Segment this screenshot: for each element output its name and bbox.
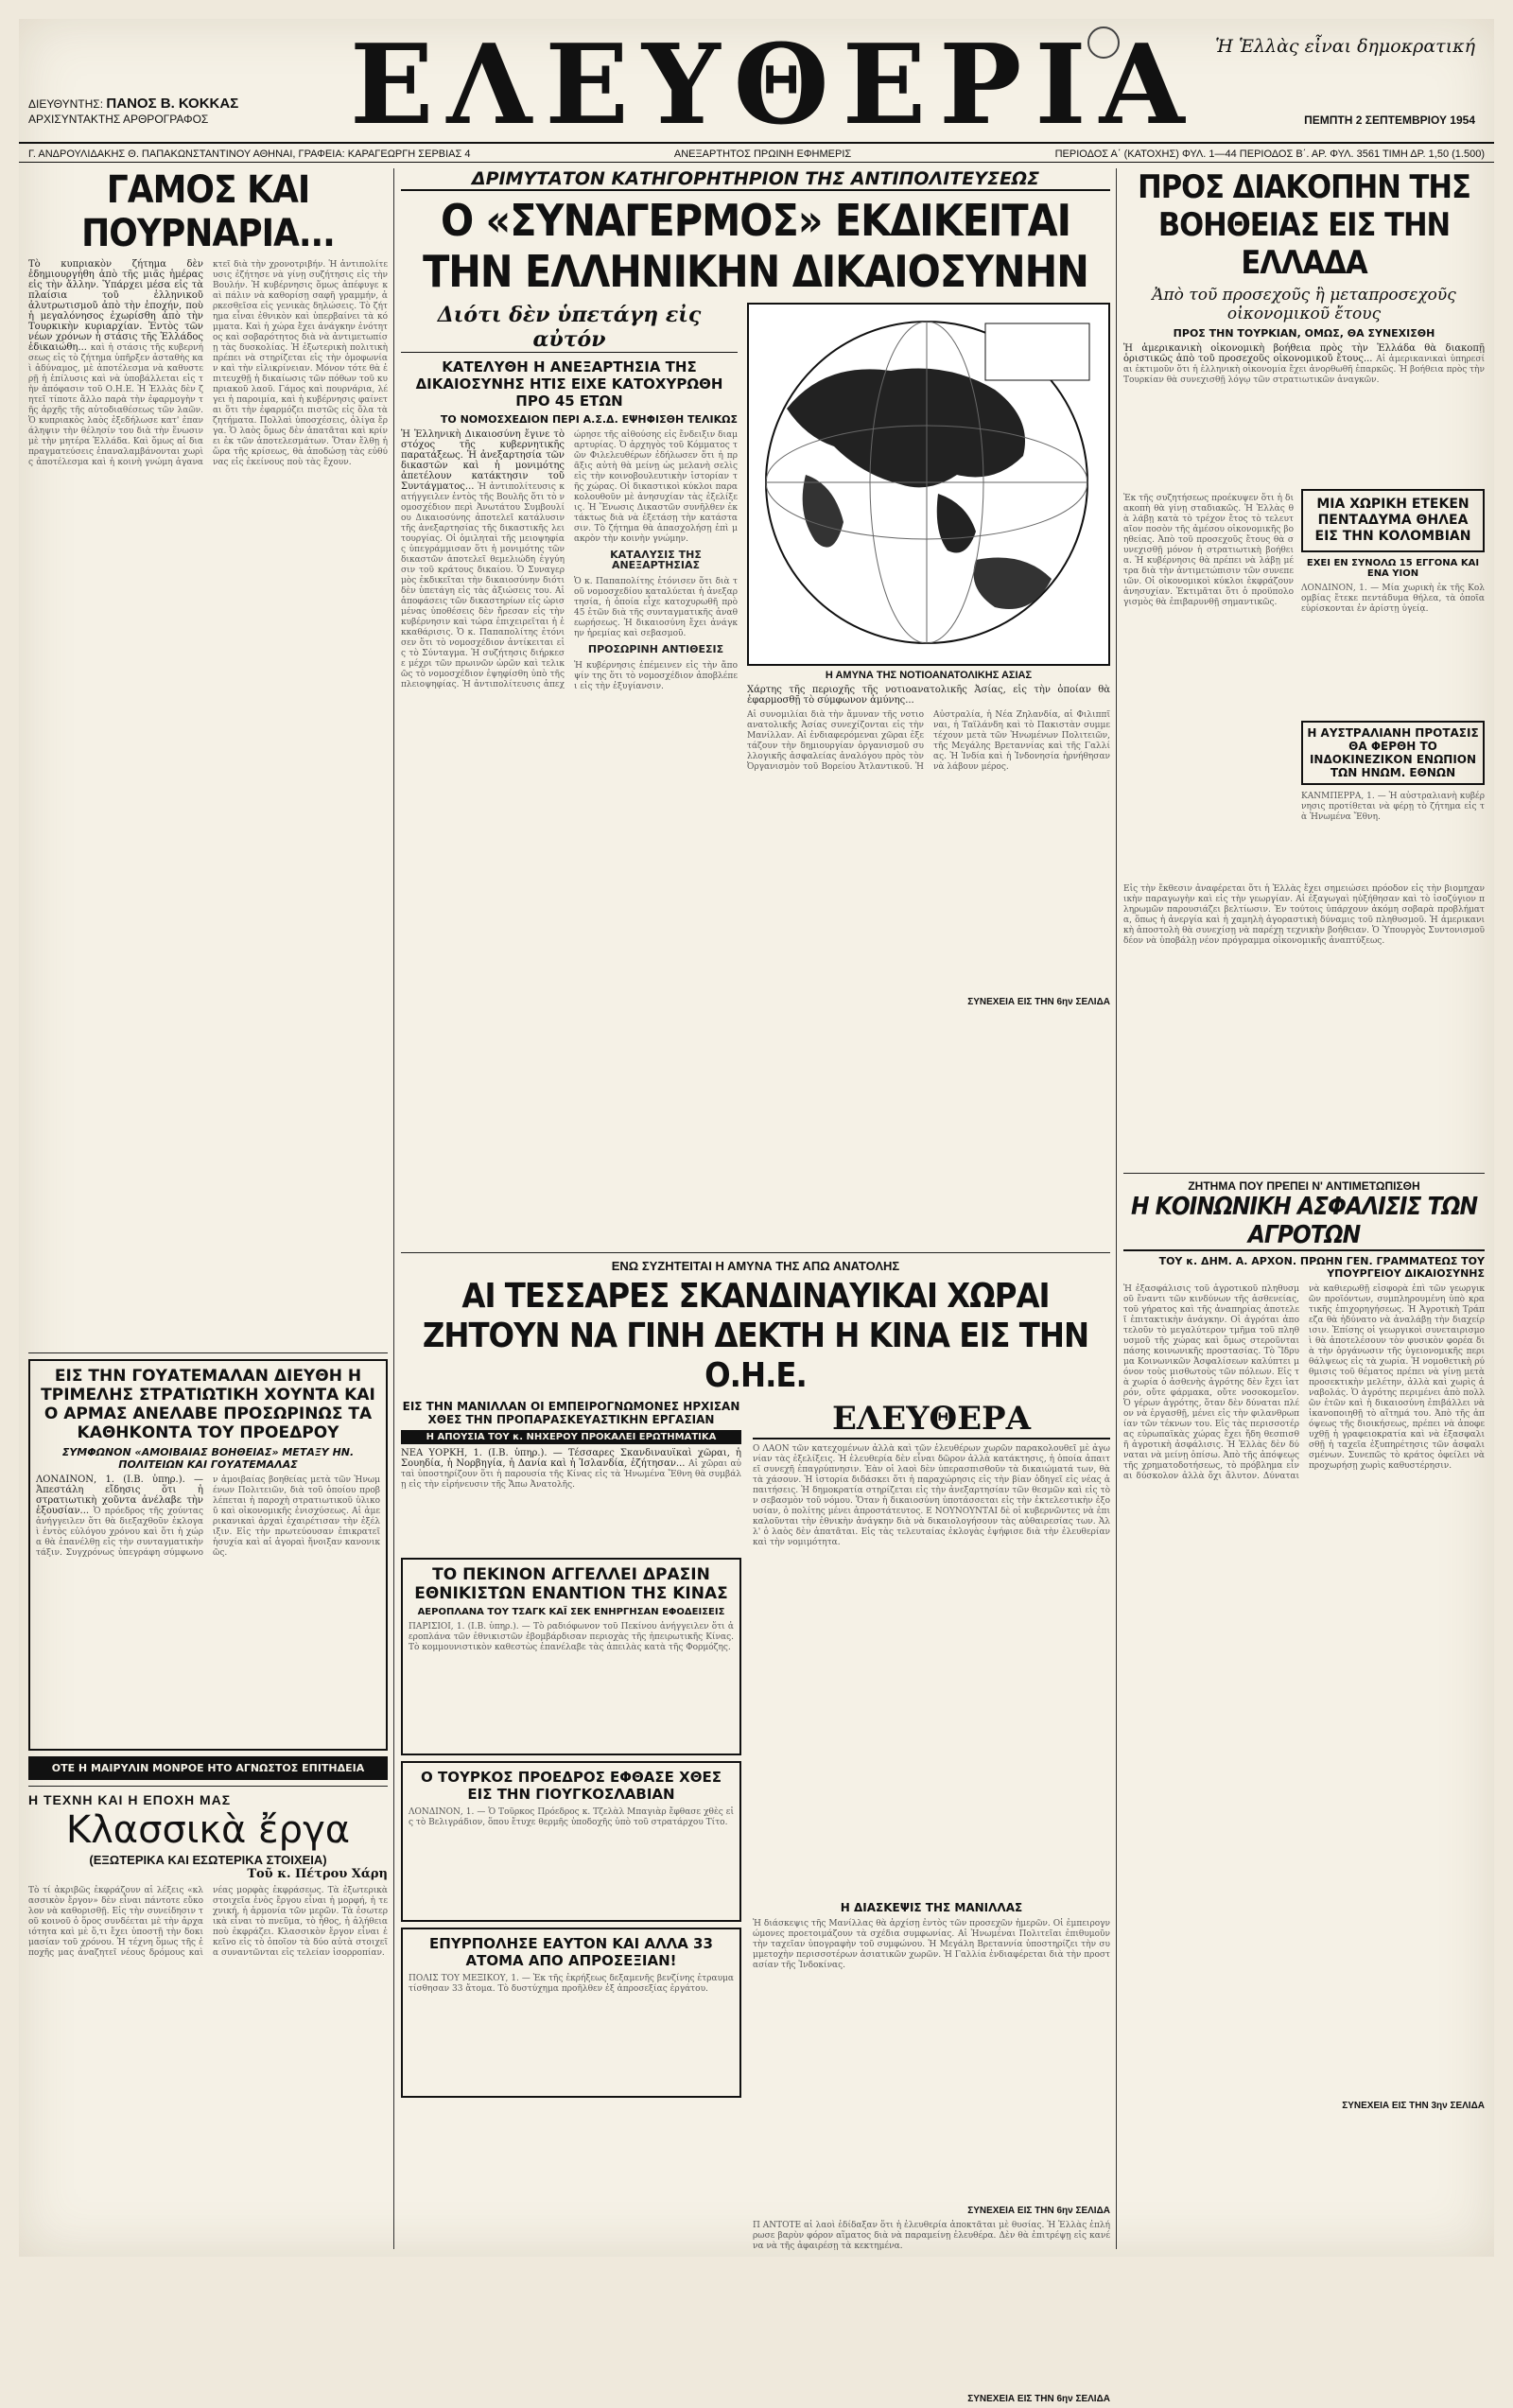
peking-sub: ΑΕΡΟΠΛΑΝΑ ΤΟΥ ΤΣΑΓΚ ΚΑΪ ΣΕΚ ΕΝΗΡΓΗΣΑΝ ΕΦΟΔΕΙΣΕΙΣ [417, 1607, 725, 1617]
director-label: ΔΙΕΥΘΥΝΤΗΣ: [28, 97, 104, 111]
aid-body-3: Εἰς τὴν ἔκθεσιν ἀναφέρεται ὅτι ἡ Ἑλλὰς ἔχει σημειώσει πρόοδον εἰς τὴν βιομηχανικὴν παραγωγὴν καὶ εἰς τὴν γεωργίαν. Αἱ ἐξαγωγαὶ ηὐξήθησαν καὶ τὸ ἰσοζύγιον πληρωμῶν παρουσιάζει βελτίωσιν. Ἐν τούτοις ὑπάρχουν ἀκόμη σοβαρὰ προβλήματα, ὅπως ἡ ἀνεργία καὶ ἡ χαμηλὴ ἀγοραστικὴ δύναμις τοῦ πληθυσμοῦ. Ἡ ἀμερικανικὴ ἀποστολὴ θὰ συνεχίσῃ νὰ παρέχῃ τεχνικὴν βοήθειαν. Ὁ Ὑπουργὸς Συντονισμοῦ δέον νὰ ὑποβάλῃ νέον πρόγραμμα οἰκονομικῆς ἀναπτύξεως. [1123, 884, 1485, 946]
staff-line: ΑΡΧΙΣΥΝΤΑΚΤΗΣ ΑΡΘΡΟΓΡΑΦΟΣ [28, 113, 209, 126]
map-text: Χάρτης τῆς περιοχῆς τῆς νοτιοανατολικῆς Ἀσίας, εἰς τὴν ὁποίαν θὰ ἐφαρμοσθῇ τὸ σύμφωνον ἀμύνης... [747, 685, 1110, 706]
turkish-headline: Ο ΤΟΥΡΚΟΣ ΠΡΟΕΔΡΟΣ ΕΦΘΑΣΕ ΧΘΕΣ ΕΙΣ ΤΗΝ ΓΙΟΥΓΚΟΣΛΑΒΙΑΝ [421, 1769, 722, 1803]
australia-headline: Η ΑΥΣΤΡΑΛΙΑΝΗ ΠΡΟΤΑΣΙΣ ΘΑ ΦΕΡΘΗ ΤΟ ΙΝΔΟΚΙΝΕΖΙΚΟΝ ΕΝΩΠΙΟΝ ΤΩΝ ΗΝΩΜ. ΕΘΝΩΝ [1307, 726, 1479, 779]
tagline: ΑΝΕΞΑΡΤΗΤΟΣ ΠΡΩΙΝΗ ΕΦΗΜΕΡΙΣ [673, 148, 852, 160]
village-headline: ΜΙΑ ΧΩΡΙΚΗ ΕΤΕΚΕΝ ΠΕΝΤΑΔΥΜΑ ΘΗΛΕΑ ΕΙΣ ΤΗΝ ΚΟΛΟΜΒΙΑΝ [1314, 497, 1471, 544]
director-name: ΠΑΝΟΣ Β. ΚΟΚΚΑΣ [106, 96, 239, 112]
director-block [28, 96, 238, 127]
map-article-body: Αἱ συνομιλίαι διὰ τὴν ἄμυναν τῆς νοτιοανατολικῆς Ἀσίας συνεχίζονται εἰς τὴν Μανίλλαν. Αἱ ἐνδιαφερόμεναι χῶραι ἐξετάζουν τὴν δημιουργίαν ὀργανισμοῦ συλλογικῆς ἀσφαλείας ἀναλόγου πρὸς τὸν Ὀργανισμὸν τοῦ Βορείου Ἀτλαντικοῦ. Ἡ Αὐστραλία, ἡ Νέα Ζηλανδία, αἱ Φιλιππῖναι, ἡ Ταϊλάνδη καὶ τὸ Πακιστὰν συμμετέχουν μετὰ τῶν Ἡνωμένων Πολιτειῶν, τῆς Μεγάλης Βρεταννίας καὶ τῆς Γαλλίας. Ἡ Ἰνδία καὶ ἡ Ἰνδονησία ἠρνήθησαν νὰ λάβουν μέρος. [747, 710, 1110, 772]
village-sub: ΕΧΕΙ ΕΝ ΣΥΝΟΛΩ 15 ΕΓΓΟΝΑ ΚΑΙ ΕΝΑ ΥΙΟΝ [1306, 558, 1480, 579]
dateline: ΠΕΜΠΤΗ 2 ΣΕΠΤΕΜΒΡΙΟΥ 1954 [1304, 113, 1475, 127]
pournaria-headline: ΓΑΜΟΣ ΚΑΙ ΠΟΥΡΝΑΡΙΑ... [81, 168, 335, 255]
monroe-box [28, 1756, 388, 1780]
aid-text: Ἡ ἀμερικανικὴ οἰκονομικὴ βοήθεια πρὸς τὴν Ἑλλάδα θὰ διακοπῇ ὁριστικῶς ἀπὸ τοῦ προσεχοῦς οἰκονομικοῦ ἔτους... [1123, 343, 1485, 364]
insurance-sub: ΤΟΥ κ. ΔΗΜ. Α. ΑΡΧΟΝ. ΠΡΩΗΝ ΓΕΝ. ΓΡΑΜΜΑΤΕΩΣ ΤΟΥ ΥΠΟΥΡΓΕΙΟΥ ΔΙΚΑΙΟΣΥΝΗΣ [1158, 1255, 1485, 1280]
main-deck: Διότι δὲν ὑπετάγη εἰς αὐτόν [401, 303, 738, 353]
guatemala-sub: ΣΥΜΦΩΝΟΝ «ΑΜΟΙΒΑΙΑΣ ΒΟΗΘΕΙΑΣ» ΜΕΤΑΞΥ ΗΝ. ΠΟΛΙΤΕΙΩΝ ΚΑΙ ΓΟΥΑΤΕΜΑΛΑΣ [61, 1446, 355, 1471]
pournaria-intro: Τὸ κυπριακὸν ζήτημα δὲν ἐδημιουργήθη ἀπὸ τῆς μιᾶς ἡμέρας εἰς τὴν ἄλλην. Ὑπάρχει μέσα εἰς τὰ πλαίσια τοῦ ἑλληνικοῦ ἀλυτρωτισμοῦ ἀπὸ τὴν ἐποχήν, ποὺ ἡ μεγαλόνησος ἐχωρίσθη ἀπὸ τὴν Τουρκικὴν κυριαρχίαν. Ἐντὸς τῶν νέων χρόνων ἡ στάσις τῆς Ἑλλάδος ἐδικαιώθη... [28, 259, 203, 353]
turkish-body: ΛΟΝΔΙΝΟΝ, 1. — Ὁ Τοῦρκος Πρόεδρος κ. Τζελὰλ Μπαγιὰρ ἔφθασε χθὲς εἰς τὸ Βελιγράδιον, ὅπου ἔτυχε θερμῆς ὑποδοχῆς ὑπὸ τοῦ στρατάρχου Τίτο. [409, 1807, 734, 1827]
map-continues: ΣΥΝΕΧΕΙΑ ΕΙΣ ΤΗΝ 6ην ΣΕΛΙΔΑ [967, 997, 1110, 1007]
eleuthera-column-title: ΕΛΕΥΘΕΡΑ [753, 1400, 1110, 1440]
main-sub2: ΤΟ ΝΟΜΟΣΧΕΔΙΟΝ ΠΕΡΙ Α.Σ.Δ. ΕΨΗΦΙΣΘΗ ΤΕΛΙΚΩΣ [440, 413, 738, 426]
archive-stamp [1087, 26, 1120, 59]
australia-box [1301, 721, 1485, 785]
issue-info: ΠΕΡΙΟΔΟΣ Α΄ (ΚΑΤΟΧΗΣ) ΦΥΛ. 1—44 ΠΕΡΙΟΔΟΣ Β΄. ΑΡ. ΦΥΛ. 3561 ΤΙΜΗ ΔΡ. 1,50 (1.500) [1054, 148, 1485, 160]
address: Γ. ΑΝΔΡΟΥΛΙΔΑΚΗΣ Θ. ΠΑΠΑΚΩΝΣΤΑΝΤΙΝΟΥ ΑΘΗΝΑΙ, ΓΡΑΦΕΙΑ: ΚΑΡΑΓΕΩΡΓΗ ΣΕΡΒΙΑΣ 4 [28, 148, 471, 160]
pournaria-body: Τὸ κυπριακὸν ζήτημα δὲν ἐδημιουργήθη ἀπὸ τῆς μιᾶς ἡμέρας εἰς τὴν ἄλλην. Ὑπάρχει μέσα εἰς τὰ πλαίσια τοῦ ἑλληνικοῦ ἀλυτρωτισμοῦ ἀπὸ τὴν ἐποχήν, ποὺ ἡ μεγαλόνησος ἐχωρίσθη ἀπὸ τὴν Τουρκικὴν κυριαρχίαν. Ἐντὸς τῶν νέων χρόνων ἡ στάσις τῆς Ἑλλάδος ἐδικαιώθη... καὶ ἡ στάσις τῆς κυβερνήσεως εἰς τὸ ζήτημα ὑπῆρξεν ἀσταθὴς καὶ ἀδύναμος, μὲ ἀποτέλεσμα νὰ καθυστερῇ ἡ ἐπίλυσις καὶ νὰ ὑποβάλλεται εἰς τὴν ἀπόφασιν τοῦ Ο.Η.Ε. Ἡ Ἑλλὰς δὲν ζητεῖ τίποτε ἄλλο παρὰ τὴν ἐφαρμογὴν τῆς ἀρχῆς τῆς αὐτοδιαθέσεως τῶν λαῶν. Ὁ κυπριακὸς λαὸς ἐξεδήλωσε κατ' ἐπανάληψιν τὴν θέλησίν του διὰ τὴν ἕνωσιν μὲ τὴν μητέρα Ἑλλάδα. Καὶ ὅμως αἱ διαπραγματεύσεις ἐπαναλαμβάνονται χωρὶς ἀποτέλεσμα καὶ ἡ κοινὴ γνώμη ἀγανακτεῖ διὰ τὴν χρονοτριβήν. Ἡ ἀντιπολίτευσις ἐζήτησε νὰ γίνῃ συζήτησις εἰς τὴν Βουλήν. Ἡ κυβέρνησις ὅμως ἀπέφυγε καὶ πάλιν νὰ καθορίσῃ σαφῆ γραμμήν, ἀρκεσθεῖσα εἰς γενικὰς δηλώσεις. Τὸ ζήτημα εἶναι ἐθνικὸν καὶ ὑπερβαίνει τὰ κόμματα. Καὶ ἡ χώρα ἔχει ἀνάγκην ἑνότητος καὶ σοβαρότητος διὰ νὰ ἀντιμετωπίσῃ τὰς δυσκολίας. Ἡ ἐξωτερικὴ πολιτικὴ πρέπει νὰ στηρίζεται εἰς τὴν ὁμοφωνίαν καὶ τὴν εἰλικρίνειαν. Μόνον τότε θὰ ἐπιτευχθῇ ἡ δικαίωσις τῶν πόθων τοῦ κυπριακοῦ λαοῦ. Γάμος καὶ πουρνάρια, λέγει ἡ παροιμία, καὶ ἡ κυβέρνησις φαίνεται ὅτι τὴν ἐφαρμόζει πιστῶς εἰς ὅλα τὰ ζητήματα. Πολλαὶ ὑποσχέσεις, ὀλίγα ἔργα. Ὁ λαὸς ὅμως δὲν ἀπατᾶται καὶ κρίνει ἐκ τῶν ἀποτελεσμάτων. Ὅταν ἔλθῃ ἡ ὥρα τῆς κρίσεως, θὰ ἀποδώσῃ τὰς εὐθύνας εἰς ἐκείνους ποὺ τὰς ἔχουν. [28, 259, 388, 467]
protasis-subhead: ΠΡΟΣΩΡΙΝΗ ΑΝΤΙΘΕΣΙΣ [587, 643, 724, 655]
main-body: Ἡ Ἑλληνικὴ Δικαιοσύνη ἔγινε τὸ στόχος τῆς κυβερνητικῆς παρατάξεως. Ἡ ἀνεξαρτησία τῶν δικαστῶν καὶ ἡ μονιμότης ἀπετέλουν κατάκτησιν τοῦ Συντάγματος... Ἡ ἀντιπολίτευσις κατήγγειλεν ἐντὸς τῆς Βουλῆς ὅτι τὸ νομοσχέδιον περὶ Ἀνωτάτου Συμβουλίου Δικαιοσύνης ἀποτελεῖ κατάλυσιν τῆς ἀνεξαρτησίας τῆς δικαστικῆς λειτουργίας. Οἱ ὁμιληταὶ τῆς μειοψηφίας ὑπεγράμμισαν ὅτι ἡ μονιμότης τῶν δικαστῶν ἀποτελεῖ θεμελιώδη ἐγγύησιν τοῦ κράτους δικαίου. Ὁ Συναγερμὸς ἐκδικεῖται τὴν δικαιοσύνην διότι δὲν ὑπετάγη εἰς τὰς ἀξιώσεις του. Αἱ ἀποφάσεις τῶν δικαστηρίων εἰς ὡρισμένας ὑποθέσεις δὲν ἤρεσαν εἰς τὴν κυβέρνησιν καὶ τώρα ἐπιχειρεῖται ἡ ἐκκαθάρισις. Ὁ κ. Παπαπολίτης ἐτόνισεν ὅτι τὸ νομοσχέδιον ἀντίκειται εἰς τὸ Σύνταγμα. Ἡ συζήτησις διήρκεσε μέχρι τῶν πρωινῶν ὡρῶν καὶ τελικῶς τὸ νομοσχέδιον ἐψηφίσθη ὑπὸ τῆς πλειοψηφίας. Ἡ ἀντιπολίτευσις ἀπεχώρησε τῆς αἰθούσης εἰς ἔνδειξιν διαμαρτυρίας. Ὁ ἀρχηγὸς τοῦ Κόμματος τῶν Φιλελευθέρων ἐδήλωσεν ὅτι ἡ πρᾶξις αὐτὴ θὰ μείνῃ ὡς μελανὴ σελὶς εἰς τὴν κοινοβουλευτικὴν ἱστορίαν τῆς χώρας. Οἱ δικαστικοὶ κύκλοι παρακολουθοῦν μὲ ἀνησυχίαν τὰς ἐξελίξεις. Ἡ Ἕνωσις Δικαστῶν συνῆλθεν ἐκτάκτως διὰ νὰ ἐξετάσῃ τὴν κατάστασιν. Τὸ ζήτημα θὰ ἀπασχολήσῃ ἐπὶ μακρὸν τὴν κοινὴν γνώμην. ΚΑΤΑΛΥΣΙΣ ΤΗΣ ΑΝΕΞΑΡΤΗΣΙΑΣ Ὁ κ. Παπαπολίτης ἐτόνισεν ὅτι διὰ τοῦ νομοσχεδίου καταλύεται ἡ ἀνεξαρτησία, ἡ ὁποία εἶχε κατοχυρωθῆ πρὸ 45 ἐτῶν διὰ τῆς συνταγματικῆς ἀναθεωρήσεως. Ἡ δικαιοσύνη ἔχει ἀνάγκην ἠρεμίας καὶ σεβασμοῦ. ΠΡΟΣΩΡΙΝΗ ΑΝΤΙΘΕΣΙΣ Ἡ κυβέρνησις ἐπέμεινεν εἰς τὴν ἄποψίν της ὅτι τὸ νομοσχέδιον ἀποβλέπει εἰς τὴν ἐξυγίανσιν. [401, 429, 739, 691]
aid-sub: ΠΡΟΣ ΤΗΝ ΤΟΥΡΚΙΑΝ, ΟΜΩΣ, ΘΑ ΣΥΝΕΧΙΣΘΗ [1173, 327, 1435, 340]
village-box [1301, 489, 1485, 552]
main-kicker: ΔΡΙΜΥΤΑΤΟΝ ΚΑΤΗΓΟΡΗΤΗΡΙΟΝ ΤΗΣ ΑΝΤΙΠΟΛΙΤΕΥΣΕΩΣ [401, 168, 1110, 191]
fire-headline: ΕΠΥΡΠΟΛΗΣΕ ΕΑΥΤΟΝ ΚΑΙ ΑΛΛΑ 33 ΑΤΟΜΑ ΑΠΟ ΑΠΡΟΣΕΞΙΑΝ! [429, 1935, 713, 1969]
map-caption: Η ΑΜΥΝΑ ΤΗΣ ΝΟΤΙΟΑΝΑΤΟΛΙΚΗΣ ΑΣΙΑΣ [825, 670, 1033, 681]
map-area [747, 303, 1110, 1247]
main-headline: Ο «ΣΥΝΑΓΕΡΜΟΣ» ΕΚΔΙΚΕΙΤΑΙ ΤΗΝ ΕΛΛΗΝΙΚΗΝ ΔΙΚΑΙΟΣΥΝΗΝ [423, 195, 1088, 297]
lower-center-left [401, 1400, 741, 2408]
aid-deck: Ἀπὸ τοῦ προσεχοῦς ἢ μεταπροσεχοῦς οἰκονομικοῦ ἔτους [1152, 286, 1456, 323]
eleuthera-body: Ο ΛΑΟΝ τῶν κατεχομένων ἀλλὰ καὶ τῶν ἐλευθέρων χωρῶν παρακολουθεῖ μὲ ἀγωνίαν τὰς ἐξελίξεις. Ἡ ἐλευθερία δὲν εἶναι δῶρον ἀλλὰ κατάκτησις, ἡ ὁποία ἀπαιτεῖ συνεχῆ ἐπαγρύπνησιν. Ἐὰν οἱ λαοὶ δὲν ὑπερασπισθοῦν τὰ δικαιώματά των, θὰ τὰ χάσουν. Ἡ ἱστορία διδάσκει ὅτι ἡ παραχώρησις εἰς τὴν βίαν ὁδηγεῖ εἰς νέας ἀπαιτήσεις. Ἡ δημοκρατία στηρίζεται εἰς τὴν ἀνεξαρτησίαν τῶν θεσμῶν καὶ εἰς τὸν σεβασμὸν τοῦ νόμου. Ὅταν ἡ δικαιοσύνη ὑποτάσσεται εἰς τὴν ἐκτελεστικὴν ἐξουσίαν, ὁ πολίτης μένει ἀπροστάτευτος. Ε ΝΟΥΝΟΥΝΤΑΙ δὲ οἱ κυβερνῶντες νὰ ἐπικαλοῦνται τὴν ἐθνικὴν ἀνάγκην διὰ νὰ δικαιολογήσουν τὰς αὐθαιρεσίας των. Ἀλλ' ὁ λαὸς δὲν ἀπατᾶται. Εἰς τὰς τελευταίας ἐκλογὰς ἐψήφισε διὰ τὴν ἐλευθερίαν καὶ τὴν νομιμότητα. [753, 1444, 1110, 1547]
turkish-article [401, 1761, 741, 1922]
manila-subhead: Η ΔΙΑΣΚΕΨΙΣ ΤΗΣ ΜΑΝΙΛΛΑΣ [840, 1901, 1023, 1914]
art-label: Η ΤΕΧΝΗ ΚΑΙ Η ΕΠΟΧΗ ΜΑΣ [28, 1792, 232, 1807]
scandinavia-body: ΝΕΑ ΥΟΡΚΗ, 1. (Ι.Β. ὑπηρ.). — Τέσσαρες Σκανδιναυϊκαὶ χῶραι, ἡ Σουηδία, ἡ Νορβηγία, ἡ Δανία καὶ ἡ Ἰσλανδία, ἐζήτησαν... Αἱ χῶραι αὐταὶ ὑποστηρίζουν ὅτι ἡ παρουσία τῆς Κίνας εἰς τὰ Ἡνωμένα Ἔθνη θὰ συμβάλῃ εἰς τὴν εἰρήνευσιν τῆς Ἄπω Ἀνατολῆς. [401, 1448, 741, 1490]
peking-article [401, 1558, 741, 1755]
column-rule [1116, 168, 1117, 2249]
globe-icon [749, 305, 1104, 660]
motto: Ἡ Ἑλλὰς εἶναι δημοκρατική [1215, 36, 1475, 57]
katalysis-subhead: ΚΑΤΑΛΥΣΙΣ ΤΗΣ ΑΝΕΞΑΡΤΗΣΙΑΣ [610, 549, 702, 571]
art-section [28, 1792, 388, 2112]
guatemala-text: ΛΟΝΔΙΝΟΝ, 1. (Ι.Β. ὑπηρ.). — Ἀπεστάλη εἴδησις ὅτι ἡ στρατιωτικὴ χοῦντα ἀνέλαβε τὴν ἐξουσίαν... [36, 1474, 203, 1516]
southeast-asia-map [747, 303, 1110, 666]
column-center [401, 168, 1110, 2404]
village-article [1301, 489, 1485, 880]
aid-split [1123, 489, 1485, 880]
aid-body: Ἡ ἀμερικανικὴ οἰκονομικὴ βοήθεια πρὸς τὴν Ἑλλάδα θὰ διακοπῇ ὁριστικῶς ἀπὸ τοῦ προσεχοῦς οἰκονομικοῦ ἔτους... Αἱ ἀμερικανικαὶ ὑπηρεσίαι ἐκτιμοῦν ὅτι ἡ ἑλληνικὴ οἰκονομία ἔχει ἀνορθωθῆ ἐπαρκῶς. Ἡ βοήθεια πρὸς τὴν Τουρκίαν θὰ συνεχισθῇ λόγῳ τῶν στρατιωτικῶν ἀναγκῶν. [1123, 343, 1485, 385]
column-right [1123, 168, 1485, 2249]
center-continues: ΣΥΝΕΧΕΙΑ ΕΙΣ ΤΗΝ 6ην ΣΕΛΙΔΑ [967, 2206, 1110, 2216]
main-text: Ἡ Ἑλληνικὴ Δικαιοσύνη ἔγινε τὸ στόχος τῆς κυβερνητικῆς παρατάξεως. Ἡ ἀνεξαρτησία τῶν δικαστῶν καὶ ἡ μονιμότης ἀπετέλουν κατάκτησιν τοῦ Συντάγματος... [401, 429, 565, 492]
newspaper-page [19, 19, 1494, 2404]
center-kicker: ΕΝΩ ΣΥΖΗΤΕΙΤΑΙ Η ΑΜΥΝΑ ΤΗΣ ΑΠΩ ΑΝΑΤΟΛΗΣ [611, 1259, 900, 1273]
fire-article [401, 1928, 741, 2098]
main-article [401, 303, 738, 1247]
art-author: Τοῦ κ. Πέτρου Χάρη [247, 1867, 388, 1881]
main-article-row [401, 303, 1110, 1247]
guatemala-body: ΛΟΝΔΙΝΟΝ, 1. (Ι.Β. ὑπηρ.). — Ἀπεστάλη εἴδησις ὅτι ἡ στρατιωτικὴ χοῦντα ἀνέλαβε τὴν ἐξουσίαν... Ὁ πρόεδρος τῆς χούντας ἀνήγγειλεν ὅτι θὰ διεξαχθοῦν ἐκλογαὶ ἐντὸς εὐλόγου χρόνου καὶ ὅτι ἡ χώρα θὰ ἐπανέλθῃ εἰς τὴν συνταγματικὴν τάξιν. Συγχρόνως ὑπεγράφη σύμφωνον ἀμοιβαίας βοηθείας μετὰ τῶν Ἡνωμένων Πολιτειῶν, διὰ τοῦ ὁποίου προβλέπεται ἡ παροχὴ στρατιωτικοῦ ὑλικοῦ καὶ οἰκονομικῆς ἐνισχύσεως. Αἱ ἀμερικανικαὶ ἀρχαὶ ἐχαιρέτισαν τὴν ἐξέλιξιν. Εἰς τὴν πρωτεύουσαν ἐπικρατεῖ ἡσυχία καὶ αἱ ἀγοραὶ ἤνοιξαν κανονικῶς. [36, 1474, 380, 1558]
lower-center-right [753, 1400, 1110, 2408]
peking-headline: ΤΟ ΠΕΚΙΝΟΝ ΑΓΓΕΛΛΕΙ ΔΡΑΣΙΝ ΕΘΝΙΚΙΣΤΩΝ ΕΝΑΝΤΙΟΝ ΤΗΣ ΚΙΝΑΣ [414, 1565, 728, 1603]
info-bar [19, 142, 1494, 163]
newspaper-title: ΕΛΕΥΘΕΡΙΑ [350, 21, 1198, 149]
main-sub1: ΚΑΤΕΛΥΘΗ Η ΑΝΕΞΑΡΤΗΣΙΑ ΤΗΣ ΔΙΚΑΙΟΣΥΝΗΣ ΗΤΙΣ ΕΙΧΕ ΚΑΤΟΧΥΡΩΘΗ ΠΡΟ 45 ΕΤΩΝ [415, 358, 723, 410]
aid-body-2: Ἐκ τῆς συζητήσεως προέκυψεν ὅτι ἡ διακοπὴ θὰ γίνῃ σταδιακῶς. Ἡ Ἑλλὰς θὰ λάβῃ κατὰ τὸ τρέχον ἔτος τὸ τελευταῖον ποσὸν τῆς ἀμέσου οἰκονομικῆς βοηθείας. Ἀπὸ τοῦ προσεχοῦς ἔτους θὰ συνεχισθῇ μόνον ἡ στρατιωτικὴ βοήθεια. Ἡ κυβέρνησις θὰ πρέπει νὰ λάβῃ μέτρα διὰ τὴν ἀντιμετώπισιν τῶν συνεπειῶν. Οἱ οἰκονομικοὶ κύκλοι ἐκφράζουν ἀνησυχίαν. Ἐκτιμᾶται ὅτι ὁ προϋπολογισμὸς θὰ ἐπιβαρυνθῇ σημαντικῶς. [1123, 494, 1294, 607]
peking-body: ΠΑΡΙΣΙΟΙ, 1. (Ι.Β. ὑπηρ.). — Τὸ ραδιόφωνον τοῦ Πεκίνου ἀνήγγειλεν ὅτι ἀεροπλάνα τῶν ἐθνικιστῶν ἐβομβάρδισαν περιοχὰς τῆς ἠπειρωτικῆς Κίνας. Τὸ κομμουνιστικὸν καθεστὼς ἐπανέλαβε τὰς ἀπειλὰς κατὰ τῆς Φορμόζης. [409, 1622, 734, 1652]
masthead [19, 19, 1494, 161]
aid-headline: ΠΡΟΣ ΔΙΑΚΟΠΗΝ ΤΗΣ ΒΟΗΘΕΙΑΣ ΕΙΣ ΤΗΝ ΕΛΛΑΔΑ [1138, 168, 1470, 282]
monroe-title: ΟΤΕ Η ΜΑΙΡΥΛΙΝ ΜΟΝΡΟΕ ΗΤΟ ΑΓΝΩΣΤΟΣ ΕΠΙΤΗΔΕΙΑ [51, 1762, 365, 1774]
australia-body: ΚΑΝΜΠΕΡΡΑ, 1. — Ἡ αὐστραλιανὴ κυβέρνησις προτίθεται νὰ φέρῃ τὸ ζήτημα εἰς τὰ Ἡνωμένα Ἔθνη. [1301, 792, 1485, 822]
scandinavia-sub: ΕΙΣ ΤΗΝ ΜΑΝΙΛΛΑΝ ΟΙ ΕΜΠΕΙΡΟΓΝΩΜΟΝΕΣ ΗΡΧΙΣΑΝ ΧΘΕΣ ΤΗΝ ΠΡΟΠΑΡΑΣΚΕΥΑΣΤΙΚΗΝ ΕΡΓΑΣΙΑΝ [402, 1400, 740, 1426]
fire-body: ΠΟΛΙΣ ΤΟΥ ΜΕΞΙΚΟΥ, 1. — Ἐκ τῆς ἐκρήξεως δεξαμενῆς βενζίνης ἐτραυματίσθησαν 33 ἄτομα. Τὸ δυστύχημα προῆλθεν ἐξ ἀπροσεξίας ἐργάτου. [409, 1974, 734, 1994]
lower-center [401, 1400, 1110, 2408]
center-body-2: Π ΑΝΤΟΤΕ αἱ λαοὶ ἐδίδαξαν ὅτι ἡ ἐλευθερία ἀποκτᾶται μὲ θυσίας. Ἡ Ἑλλὰς ἐπλήρωσε βαρὺν φόρον αἵματος διὰ νὰ παραμείνῃ ἐλευθέρα. Δὲν θὰ ἐπιτρέψῃ εἰς κανένα νὰ τῆς ἀφαιρέσῃ τὰ κεκτημένα. [753, 2221, 1110, 2251]
insurance-continues: ΣΥΝΕΧΕΙΑ ΕΙΣ ΤΗΝ 3ην ΣΕΛΙΔΑ [1342, 2101, 1485, 2111]
guatemala-article [28, 1359, 388, 1751]
art-sub: (ΕΞΩΤΕΡΙΚΑ ΚΑΙ ΕΣΩΤΕΡΙΚΑ ΣΤΟΙΧΕΙΑ) [89, 1853, 327, 1867]
scandinavia-headline: ΑΙ ΤΕΣΣΑΡΕΣ ΣΚΑΝΔΙΝΑΥΙΚΑΙ ΧΩΡΑΙ ΖΗΤΟΥΝ ΝΑ ΓΙΝΗ ΔΕΚΤΗ Η ΚΙΝΑ ΕΙΣ ΤΗΝ Ο.Η.Ε. [422, 1277, 1089, 1395]
art-body: Τὸ τί ἀκριβῶς ἐκφράζουν αἱ λέξεις «κλασσικὸν ἔργον» δὲν εἶναι πάντοτε εὔκολον νὰ καθορισθῇ. Εἰς τὴν συνείδησιν τοῦ κοινοῦ ὁ ὅρος συνδέεται μὲ τὴν ἀρχαιότητα καὶ μὲ ὅ,τι ἔχει ὑποστῇ τὴν δοκιμασίαν τοῦ χρόνου. Ἡ τέχνη ὅμως τῆς ἐποχῆς μας ἀναζητεῖ νέους δρόμους καὶ νέας μορφὰς ἐκφράσεως. Τὰ ἐξωτερικὰ στοιχεῖα ἑνὸς ἔργου εἶναι ἡ μορφή, ἡ τεχνική, ἡ ἀρμονία τῶν μερῶν. Τὰ ἐσωτερικὰ εἶναι τὸ πνεῦμα, τὸ ἦθος, ἡ ἀλήθεια ποὺ ἐκφράζει. Κλασσικὸν ἔργον εἶναι ἐκεῖνο εἰς τὸ ὁποῖον τὰ δύο αὐτὰ στοιχεῖα συναντῶνται εἰς τελείαν ἰσορροπίαν. [28, 1886, 388, 1958]
center-continues-2: ΣΥΝΕΧΕΙΑ ΕΙΣ ΤΗΝ 6ην ΣΕΛΙΔΑ [967, 2394, 1110, 2404]
manila-body: Ἡ διάσκεψις τῆς Μανίλλας θὰ ἀρχίσῃ ἐντὸς τῶν προσεχῶν ἡμερῶν. Οἱ ἐμπειρογνώμονες προετοιμάζουν τὰ σχέδια συμφωνίας. Αἱ Ἡνωμέναι Πολιτεῖαι ἐπιθυμοῦν τὴν ταχεῖαν ὑπογραφὴν τοῦ συμφώνου. Ἡ Μεγάλη Βρεταννία ὑποστηρίζει τὴν συμμετοχὴν περισσοτέρων ἀσιατικῶν χωρῶν. Ἡ Γαλλία ἐνδιαφέρεται διὰ τὴν προστασίαν τῆς Ἰνδοκίνας. [753, 1919, 1110, 1970]
village-body: ΛΟΝΔΙΝΟΝ, 1. — Μία χωρικὴ ἐκ τῆς Κολομβίας ἔτεκε πεντάδυμα θήλεα, τὰ ὁποῖα εὑρίσκονται ἐν ἀρίστῃ ὑγείᾳ. [1301, 584, 1485, 614]
column-left [28, 168, 388, 2249]
scandinavia-sub2: Η ΑΠΟΥΣΙΑ ΤΟΥ κ. ΝΗΧΕΡΟΥ ΠΡΟΚΑΛΕΙ ΕΡΩΤΗΜΑΤΙΚΑ [401, 1430, 741, 1444]
art-title: Κλασσικὰ ἔργα [65, 1808, 351, 1852]
insurance-headline: Η ΚΟΙΝΩΝΙΚΗ ΑΣΦΑΛΙΣΙΣ ΤΩΝ ΑΓΡΟΤΩΝ [1123, 1193, 1485, 1251]
guatemala-headline: ΕΙΣ ΤΗΝ ΓΟΥΑΤΕΜΑΛΑΝ ΔΙΕΥΘΗ Η ΤΡΙΜΕΛΗΣ ΣΤΡΑΤΙΩΤΙΚΗ ΧΟΥΝΤΑ ΚΑΙ Ο ΑΡΜΑΣ ΑΝΕΛΑΒΕ ΠΡΟΣΩΡΙΝΩΣ ΤΑ ΚΑΘΗΚΟΝΤΑ ΤΟΥ ΠΡΟΕΔΡΟΥ [41, 1367, 375, 1442]
insurance-kicker: ΖΗΤΗΜΑ ΠΟΥ ΠΡΕΠΕΙ Ν' ΑΝΤΙΜΕΤΩΠΙΣΘΗ [1188, 1179, 1420, 1193]
column-rule [393, 168, 394, 2249]
scandinavia-text: ΝΕΑ ΥΟΡΚΗ, 1. (Ι.Β. ὑπηρ.). — Τέσσαρες Σκανδιναυϊκαὶ χῶραι, ἡ Σουηδία, ἡ Νορβηγία, ἡ Δανία καὶ ἡ Ἰσλανδία, ἐζήτησαν... [401, 1448, 741, 1469]
insurance-body: Ἡ ἐξασφάλισις τοῦ ἀγροτικοῦ πληθυσμοῦ ἔναντι τῶν κινδύνων τῆς ἀσθενείας, τοῦ γήρατος καὶ τῆς ἀναπηρίας ἀποτελεῖ ἐπιτακτικὴν ἀνάγκην. Οἱ ἀγρόται ἀποτελοῦν τὸ μεγαλύτερον τμῆμα τοῦ πληθυσμοῦ τῆς χώρας καὶ ὅμως στεροῦνται πάσης κοινωνικῆς προστασίας. Τὸ Ἵδρυμα Κοινωνικῶν Ἀσφαλίσεων καλύπτει μόνον τοὺς μισθωτοὺς τῶν πόλεων. Εἰς τὰ χωρία ὁ ἀσθενὴς ἀγρότης δὲν ἔχει ἰατρόν, οὔτε φάρμακα, οὔτε νοσοκομεῖον. Ὁ γέρων ἀγρότης, ὅταν δὲν δύναται πλέον νὰ ἐργασθῇ, μένει εἰς τὴν φιλανθρωπίαν τῶν τέκνων του. Εἰς τὰς περισσοτέρας εὐρωπαϊκὰς χώρας ἔχει ἤδη θεσπισθῆ ἀγροτικὴ ἀσφάλισις. Ἡ Ἑλλὰς δὲν δύναται νὰ μείνῃ ὀπίσω. Ἀπὸ τῆς ἀπόψεως τῆς χρηματοδοτήσεως, τὸ πρόβλημα εἶναι δύσκολον ἀλλὰ ὄχι ἄλυτον. Δύναται νὰ καθιερωθῇ εἰσφορὰ ἐπὶ τῶν γεωργικῶν προϊόντων, συμπληρουμένη ὑπὸ κρατικῆς ἐπιχορηγήσεως. Ἡ Ἀγροτικὴ Τράπεζα θὰ ἠδύνατο νὰ ἀναλάβῃ τὴν διαχείρισιν. Ἐπίσης οἱ γεωργικοὶ συνεταιρισμοὶ θὰ ἀποτελέσουν τὸν φυσικὸν φορέα διὰ τὴν ὀργάνωσιν τῆς ὑγειονομικῆς περιθάλψεως εἰς τὰ χωρία. Ἡ νομοθετικὴ ρύθμισις τοῦ θέματος πρέπει νὰ γίνῃ μετὰ προσεκτικὴν μελέτην, ἀλλὰ καὶ χωρὶς ἀναβολάς. Ὁ ἀγρότης περιμένει ἀπὸ πολλῶν ἐτῶν καὶ ἡ δικαιοσύνη ἐπιβάλλει νὰ ἱκανοποιηθῇ τὸ αἴτημά του. Ἀπὸ τῆς ἀπόψεως τῆς διοικήσεως, πρέπει νὰ ἀποφευχθῇ ἡ γραφειοκρατία καὶ νὰ ἐξασφαλισθῇ ἡ ταχεῖα ἐξυπηρέτησις τῶν ἀσφαλισμένων. Συνεπῶς τὸ κράτος ὀφείλει νὰ προχωρήσῃ χωρὶς καθυστέρησιν. [1123, 1284, 1485, 1481]
